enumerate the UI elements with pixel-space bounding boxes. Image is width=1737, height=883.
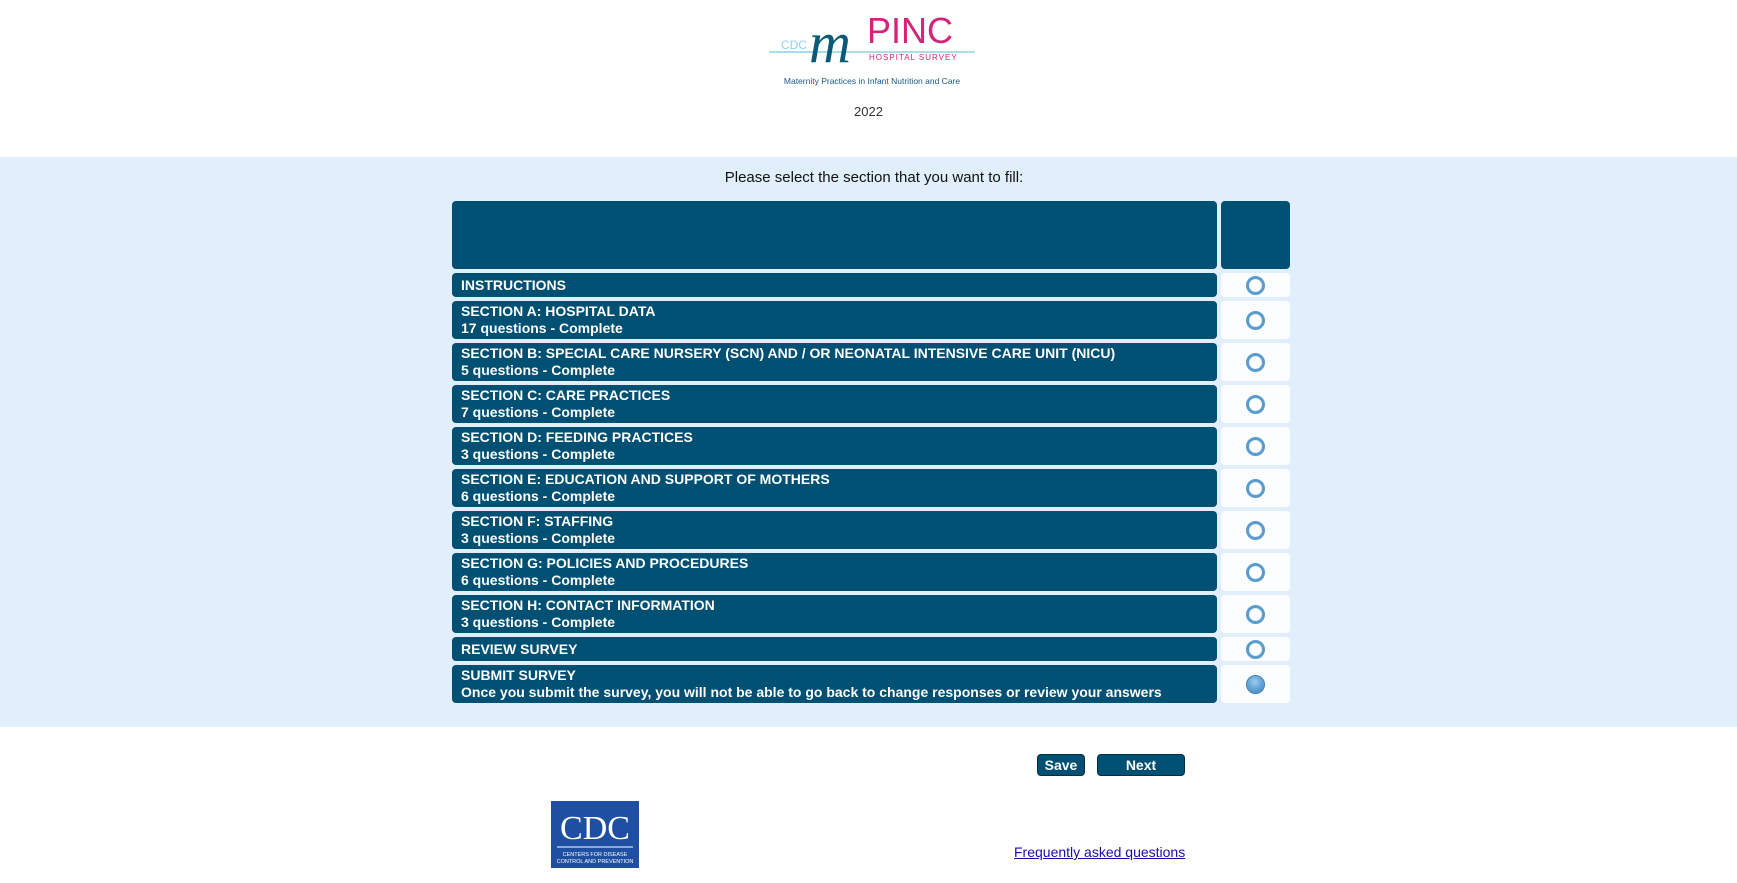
section-option-cell xyxy=(1221,301,1290,339)
section-label[interactable] xyxy=(452,665,1217,703)
section-option-cell xyxy=(1221,595,1290,633)
section-radio[interactable] xyxy=(1246,395,1265,414)
section-radio[interactable] xyxy=(1246,353,1265,372)
section-table xyxy=(452,201,1290,707)
table-header-main xyxy=(452,201,1217,269)
section-label[interactable] xyxy=(452,595,1217,633)
section-row[interactable] xyxy=(452,511,1290,549)
section-status: 6 questions - Complete xyxy=(461,488,616,504)
section-title: SECTION F: STAFFING xyxy=(461,513,614,529)
section-title: REVIEW SURVEY xyxy=(461,640,578,657)
section-option-cell xyxy=(1221,385,1290,423)
section-title: SECTION E: EDUCATION AND SUPPORT OF MOTHERS xyxy=(461,471,830,487)
section-option-cell xyxy=(1221,273,1290,297)
table-header-side xyxy=(1221,201,1290,269)
save-button[interactable]: Save xyxy=(1037,754,1085,776)
section-option-cell xyxy=(1221,637,1290,661)
section-row[interactable] xyxy=(452,637,1290,661)
section-row[interactable] xyxy=(452,469,1290,507)
mpinc-logo-graphic xyxy=(767,8,977,90)
cdc-logo-line2: CONTROL AND PREVENTION xyxy=(556,859,634,865)
cdc-logo xyxy=(551,801,639,868)
section-label[interactable] xyxy=(452,273,1217,297)
section-option-cell xyxy=(1221,427,1290,465)
section-title: SUBMIT SURVEY xyxy=(461,667,576,683)
section-row[interactable] xyxy=(452,595,1290,633)
section-status: 7 questions - Complete xyxy=(461,404,616,420)
section-title: INSTRUCTIONS xyxy=(461,276,566,293)
survey-year: 2022 xyxy=(854,104,883,119)
section-radio[interactable] xyxy=(1246,479,1265,498)
section-option-cell xyxy=(1221,511,1290,549)
section-option-cell xyxy=(1221,469,1290,507)
faq-link[interactable]: Frequently asked questions xyxy=(1014,844,1186,860)
section-label[interactable] xyxy=(452,637,1217,661)
section-label[interactable] xyxy=(452,427,1217,465)
section-status: 3 questions - Complete xyxy=(461,614,616,630)
section-status: 17 questions - Complete xyxy=(461,320,623,336)
section-radio[interactable] xyxy=(1246,640,1265,659)
section-label[interactable] xyxy=(452,511,1217,549)
selection-prompt: Please select the section that you want to fill: xyxy=(724,169,1024,186)
section-title: SECTION A: HOSPITAL DATA xyxy=(461,303,656,319)
section-title: SECTION G: POLICIES AND PROCEDURES xyxy=(461,555,749,571)
section-title: SECTION C: CARE PRACTICES xyxy=(461,387,671,403)
section-radio[interactable] xyxy=(1246,437,1265,456)
logo-pinc-text: PINC xyxy=(867,10,954,51)
section-label[interactable] xyxy=(452,343,1217,381)
section-status: 6 questions - Complete xyxy=(461,572,616,588)
section-radio[interactable] xyxy=(1246,311,1265,330)
section-row[interactable] xyxy=(452,427,1290,465)
section-selection-panel xyxy=(0,157,1737,727)
section-status: Once you submit the survey, you will not be able to go back to change responses or review your answers xyxy=(461,684,1162,700)
table-header xyxy=(452,201,1290,269)
section-status: 3 questions - Complete xyxy=(461,530,616,546)
section-label[interactable] xyxy=(452,301,1217,339)
section-option-cell xyxy=(1221,343,1290,381)
section-label[interactable] xyxy=(452,385,1217,423)
section-title: SECTION B: SPECIAL CARE NURSERY (SCN) AND / OR NEONATAL INTENSIVE CARE UNIT (NICU) xyxy=(461,345,1116,361)
section-status: 3 questions - Complete xyxy=(461,446,616,462)
cdc-logo-letters: CDC xyxy=(560,810,630,847)
section-title: SECTION D: FEEDING PRACTICES xyxy=(461,429,693,445)
section-row[interactable] xyxy=(452,273,1290,297)
page-header xyxy=(0,0,1737,157)
logo-survey-text: HOSPITAL SURVEY xyxy=(869,53,958,62)
section-row[interactable] xyxy=(452,343,1290,381)
section-row[interactable] xyxy=(452,301,1290,339)
cdc-logo-graphic xyxy=(551,801,639,868)
section-row[interactable] xyxy=(452,553,1290,591)
section-option-cell xyxy=(1221,665,1290,703)
section-row[interactable] xyxy=(452,385,1290,423)
section-label[interactable] xyxy=(452,469,1217,507)
section-row[interactable] xyxy=(452,665,1290,703)
section-radio[interactable] xyxy=(1246,605,1265,624)
section-label[interactable] xyxy=(452,553,1217,591)
section-radio[interactable] xyxy=(1246,675,1265,694)
section-list xyxy=(452,273,1290,703)
logo-tagline: Maternity Practices in Infant Nutrition and Care xyxy=(783,76,961,86)
section-radio[interactable] xyxy=(1246,276,1265,295)
section-status: 5 questions - Complete xyxy=(461,362,616,378)
section-radio[interactable] xyxy=(1246,563,1265,582)
next-button[interactable]: Next xyxy=(1097,754,1185,776)
section-radio[interactable] xyxy=(1246,521,1265,540)
logo-m-text: m xyxy=(809,10,851,75)
cdc-logo-line1: CENTERS FOR DISEASE xyxy=(562,852,628,858)
logo-cdc-text: CDC xyxy=(781,38,807,52)
mpinc-logo xyxy=(767,8,977,90)
section-title: SECTION H: CONTACT INFORMATION xyxy=(461,597,715,613)
section-option-cell xyxy=(1221,553,1290,591)
